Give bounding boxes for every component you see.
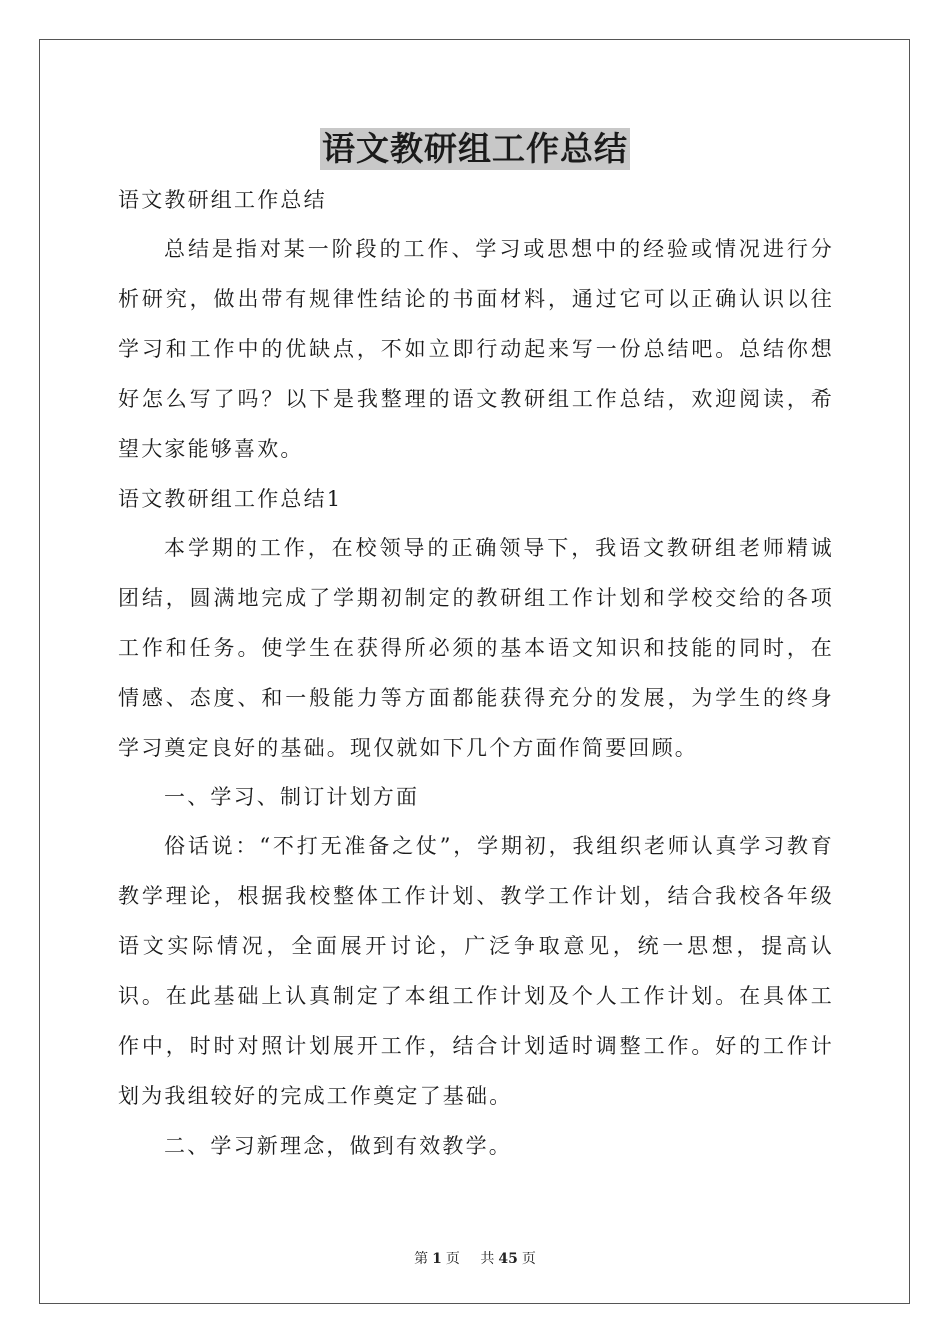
page-footer (0, 1248, 950, 1268)
intro-paragraph (118, 224, 834, 474)
title-container (0, 128, 950, 170)
section1-paragraph (118, 523, 834, 773)
section1-text: 本学期的工作，在校领导的正确领导下，我语文教研组老师精诚团结，圆满地完成了学期初制定的教研组工作计划和学校交给的各项工作和任务。使学生在获得所必须的基本语文知识和技能的同时，在情感、态度、和一般能力等方面都能获得充分的发展，为学生的终身学习奠定良好的基础。现仅就如下几个方面作简要回顾。 (118, 536, 834, 760)
section1-heading: 语文教研组工作总结1 (118, 487, 343, 511)
document-subtitle: 语文教研组工作总结 (118, 188, 327, 212)
part1-paragraph (118, 821, 834, 1121)
page-number: 第 1 页 (414, 1251, 460, 1267)
page-total: 共 45 页 (480, 1251, 536, 1267)
part1-heading: 一、学习、制订计划方面 (164, 785, 420, 809)
part2-heading: 二、学习新理念，做到有效教学。 (164, 1134, 512, 1158)
document-title: 语文教研组工作总结 (322, 129, 628, 168)
part1-text: 俗话说：“不打无准备之仗”，学期初，我组织老师认真学习教育教学理论，根据我校整体工作计划、教学工作计划，结合我校各年级语文实际情况，全面展开讨论，广泛争取意见，统一思想，提高认识。在此基础上认真制定了本组工作计划及个人工作计划。在具体工作中，时时对照计划展开工作，结合计划适时调整工作。好的工作计划为我组较好的完成工作奠定了基础。 (118, 834, 834, 1108)
intro-text: 总结是指对某一阶段的工作、学习或思想中的经验或情况进行分析研究，做出带有规律性结论的书面材料，通过它可以正确认识以往学习和工作中的优缺点，不如立即行动起来写一份总结吧。总结你想好怎么写了吗？以下是我整理的语文教研组工作总结，欢迎阅读，希望大家能够喜欢。 (118, 237, 834, 461)
